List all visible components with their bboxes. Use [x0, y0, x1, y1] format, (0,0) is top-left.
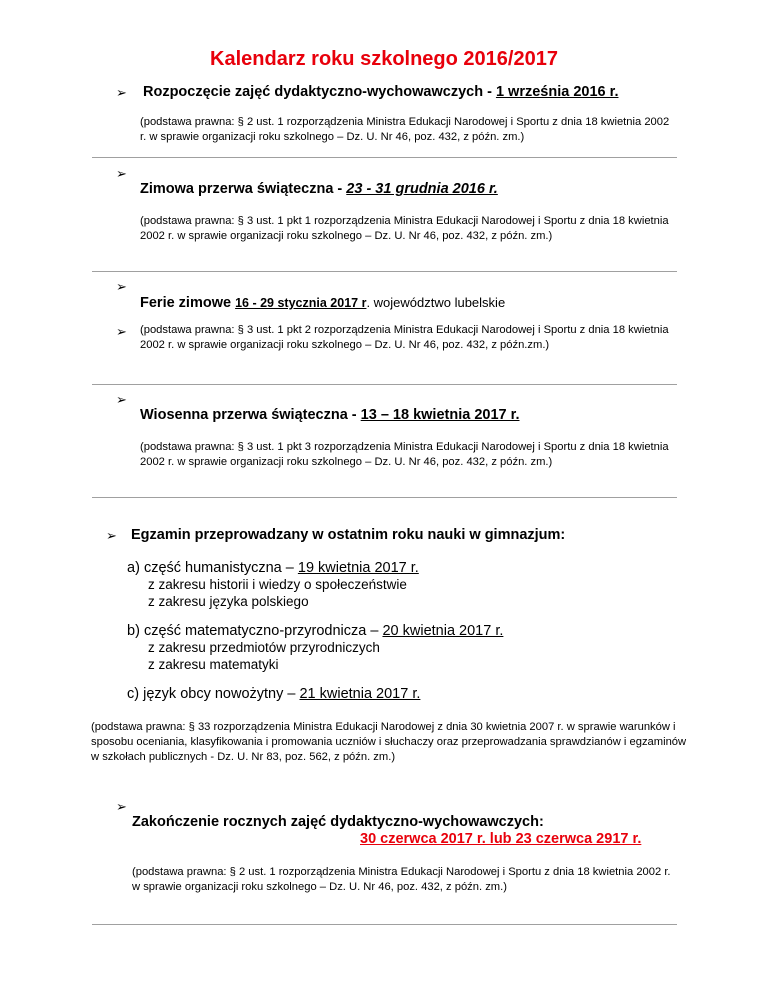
spring-break-legal-note: (podstawa prawna: § 3 ust. 1 pkt 3 rozporządzenia Ministra Edukacji Narodowej i Sportu z dnia 18 kwietnia 2002 r. w sprawie organizacji roku szkolnego – Dz. U. Nr 46, poz. 432, z późn. zm.)	[140, 441, 669, 468]
exam-part-b	[127, 623, 503, 640]
start-legal-note: (podstawa prawna: § 2 ust. 1 rozporządzenia Ministra Edukacji Narodowej i Sportu z dnia 18 kwietnia 2002 r. w sprawie organizacji roku szkolnego – Dz. U. Nr 46, poz. 432, z późn. zm.)	[140, 116, 670, 143]
spring-break-heading	[140, 407, 519, 423]
exam-part-b-scope-2: z zakresu matematyki	[148, 657, 279, 672]
bullet-icon: ➢	[106, 528, 117, 543]
start-date: 1 września 2016 r.	[495, 84, 619, 100]
bullet-icon: ➢	[116, 166, 127, 181]
divider	[92, 157, 677, 158]
bullet-icon: ➢	[116, 324, 127, 339]
exam-legal-note: (podstawa prawna: § 33 rozporządzenia Ministra Edukacji Narodowej z dnia 30 kwietnia 2007 r. w sprawie warunków i sposobu oceniania, klasyfikowania i promowania uczniów i słuchaczy oraz przeprowadzania sprawdzianów i egzaminów w szkołach publicznych - Dz. U. Nr 83, poz. 562, z późn. zm.)	[91, 721, 687, 763]
winter-break-legal-note: (podstawa prawna: § 3 ust. 1 pkt 1 rozporządzenia Ministra Edukacji Narodowej i Sportu z dnia 18 kwietnia 2002 r. w sprawie organizacji roku szkolnego – Dz. U. Nr 46, poz. 432, z późn. zm.)	[140, 215, 669, 242]
exam-part-b-marker: b)	[127, 623, 140, 639]
exam-part-c-date: 21 kwietnia 2017 r.	[299, 686, 421, 702]
winter-holidays-region: . województwo lubelskie	[366, 295, 506, 310]
winter-holidays-heading	[140, 294, 505, 311]
exam-part-a-marker: a)	[127, 560, 140, 576]
spring-break-label: Wiosenna przerwa świąteczna -	[140, 407, 361, 423]
page-title: Kalendarz roku szkolnego 2016/2017	[210, 48, 558, 70]
winter-holidays-date: 16 - 29 stycznia 2017 r	[235, 296, 367, 310]
divider	[92, 384, 677, 385]
spring-break-date: 13 – 18 kwietnia 2017 r.	[360, 407, 520, 423]
exam-part-a-label: część humanistyczna –	[143, 560, 298, 576]
bullet-icon: ➢	[116, 392, 127, 407]
exam-part-b-scope-1: z zakresu przedmiotów przyrodniczych	[148, 640, 380, 655]
winter-break-heading	[140, 181, 498, 197]
exam-part-b-date: 20 kwietnia 2017 r.	[382, 623, 504, 639]
exam-part-c-label: język obcy nowożytny –	[143, 686, 300, 702]
exam-part-c	[127, 686, 420, 703]
year-end-date: 30 czerwca 2017 r. lub 23 czerwca 2917 r.	[360, 831, 642, 847]
bullet-icon: ➢	[116, 279, 127, 294]
year-end-heading: Zakończenie rocznych zajęć dydaktyczno-wychowawczych:	[132, 814, 544, 830]
divider	[92, 497, 677, 498]
exam-part-b-label: część matematyczno-przyrodnicza –	[143, 623, 383, 639]
exam-part-a-scope-1: z zakresu historii i wiedzy o społeczeństwie	[148, 577, 407, 592]
year-end-legal-note: (podstawa prawna: § 2 ust. 1 rozporządzenia Ministra Edukacji Narodowej i Sportu z dnia 18 kwietnia 2002 r. w sprawie organizacji roku szkolnego – Dz. U. Nr 46, poz. 432, z późn. zm.)	[132, 866, 671, 893]
exam-part-a-date: 19 kwietnia 2017 r.	[297, 560, 419, 576]
bullet-icon: ➢	[116, 85, 127, 100]
winter-break-label: Zimowa przerwa świąteczna -	[140, 181, 347, 197]
bullet-icon: ➢	[116, 799, 127, 814]
start-heading	[143, 84, 618, 100]
start-label: Rozpoczęcie zajęć dydaktyczno-wychowawczych -	[143, 84, 496, 100]
exam-part-a-scope-2: z zakresu języka polskiego	[148, 594, 309, 609]
exam-part-c-marker: c)	[127, 686, 140, 702]
winter-holidays-legal-note: (podstawa prawna: § 3 ust. 1 pkt 2 rozporządzenia Ministra Edukacji Narodowej i Sportu z dnia 18 kwietnia 2002 r. w sprawie organizacji roku szkolnego – Dz. U. Nr 46, poz. 432, z późn.zm.)	[140, 324, 669, 351]
winter-holidays-label: Ferie zimowe	[140, 295, 236, 311]
winter-break-date: 23 - 31 grudnia 2016 r.	[346, 181, 498, 197]
exam-heading: Egzamin przeprowadzany w ostatnim roku nauki w gimnazjum:	[131, 527, 566, 543]
exam-part-a	[127, 560, 419, 577]
divider	[92, 271, 677, 272]
divider	[92, 924, 677, 925]
